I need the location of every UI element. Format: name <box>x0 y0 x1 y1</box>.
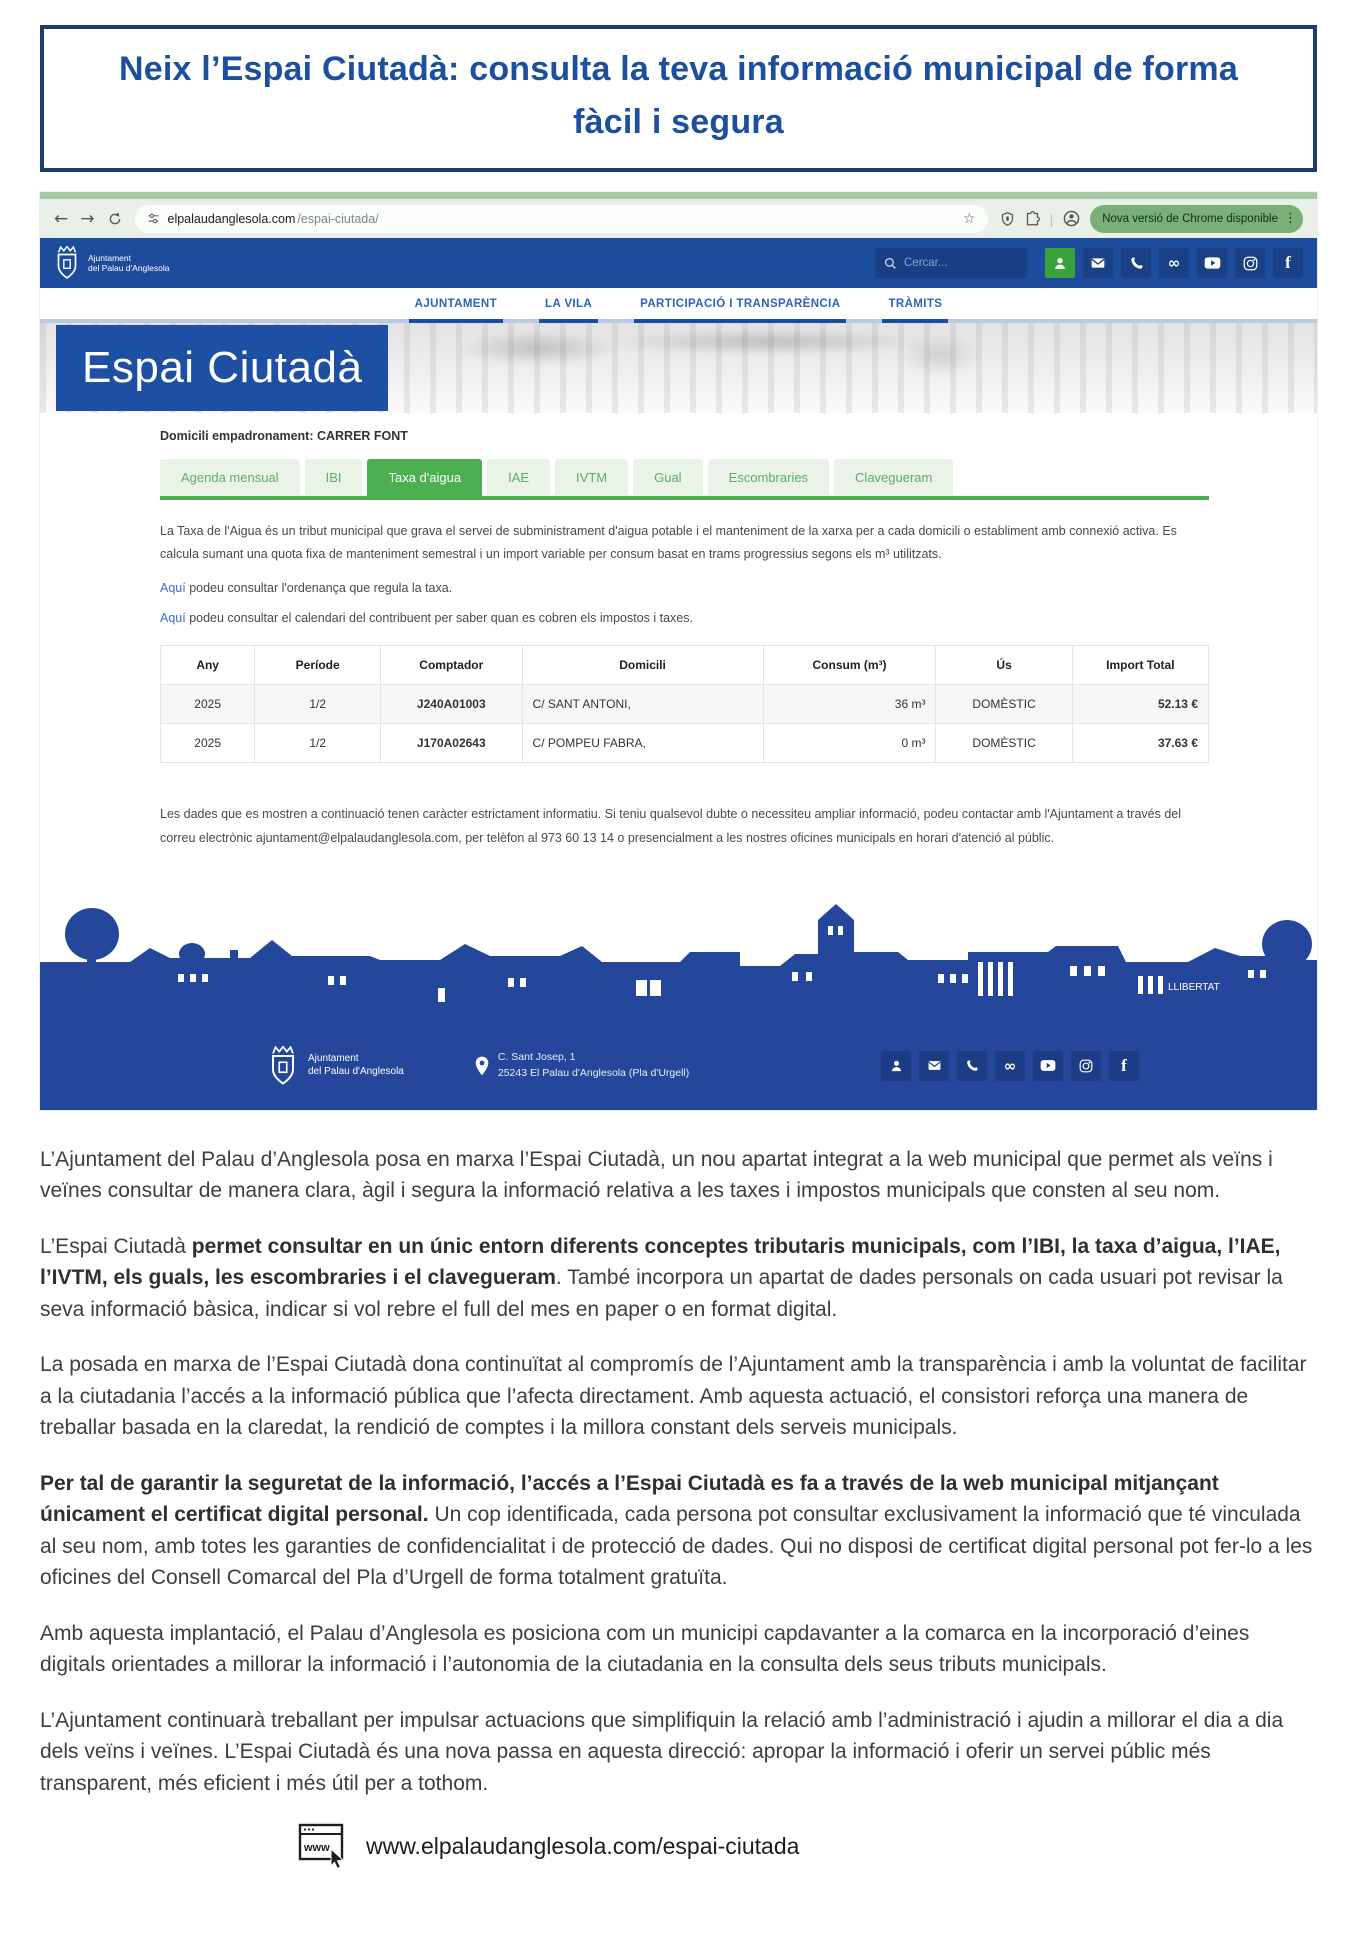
nav-item-ajuntament[interactable]: AJUNTAMENT <box>409 298 503 323</box>
extensions-icon[interactable] <box>1025 211 1040 226</box>
water-tax-table <box>160 645 1209 763</box>
site-header <box>40 238 1317 288</box>
main-nav <box>40 288 1317 323</box>
tax-intro-text: La Taxa de l'Aigua és un tribut municipal que grava el servei de subministrament d'aigua potable i el manteniment de la xarxa per a cada domicili o establiment amb connexió activa. Es calcula sumant una quota fixa de manteniment semestral i un import variable per consum basat en trams progressius segons els m³ utilitzats. <box>160 524 1177 561</box>
article-paragraph: Amb aquesta implantació, el Palau d’Anglesola es posiciona com un municipi capdavanter a la comarca en la incorporació d’eines digitals orientades a millorar la informació i l’autonomia de la ciutadania en la consulta dels seus tributs municipals. <box>40 1621 1250 1677</box>
tab-ivtm[interactable]: IVTM <box>555 459 628 496</box>
menu-dots-icon[interactable]: ⋮ <box>1284 211 1297 227</box>
phone-icon[interactable] <box>957 1051 987 1081</box>
page-title: Espai Ciutadà <box>56 325 388 411</box>
town-crest-icon <box>54 246 80 280</box>
facebook-icon[interactable]: f <box>1109 1051 1139 1081</box>
disclaimer-text: Les dades que es mostren a continuació tenen caràcter estrictament informatiu. Si teniu qualsevol dubte o necessiteu ampliar informació, podeu contactar amb l'Ajuntament a través del correu electrònic ajuntament@elpalaudanglesola.com, per telèfon al 973 60 13 14 o presencialment a les nostres oficines municipals en horari d'atenció al públic. <box>160 807 1182 845</box>
phone-icon[interactable] <box>1121 248 1151 278</box>
tax-tabs <box>160 459 1209 500</box>
tab-ibi[interactable]: IBI <box>305 459 363 496</box>
youtube-icon[interactable] <box>1197 248 1227 278</box>
youtube-icon[interactable] <box>1033 1051 1063 1081</box>
town-skyline-illustration <box>40 904 1317 1022</box>
link-infinity-icon[interactable]: ∞ <box>995 1051 1025 1081</box>
tab-taxa-aigua[interactable]: Taxa d'aigua <box>367 459 482 496</box>
tab-iae[interactable]: IAE <box>487 459 550 496</box>
forward-icon[interactable]: → <box>80 208 95 229</box>
article-paragraph: Per tal de garantir la seguretat de la informació, l’accés a l’Espai Ciutadà es fa a través de la web municipal mitjançant únicament el certificat digital personal. Un cop identificada, cada persona pot consultar exclusivament la informació que té vinculada al seu nom, amb totes les garanties de confidencialitat i de protecció de dades. Qui no disposi de certificat digital personal pot fer-lo a les oficines del Consell Comarcal del Pla d’Urgell de forma totalment gratuïta. <box>40 1471 1313 1590</box>
instagram-icon[interactable] <box>1235 248 1265 278</box>
url-path: /espai-ciutada/ <box>297 211 379 226</box>
citizen-user-icon[interactable] <box>1045 248 1075 278</box>
calendari-link[interactable]: Aquí <box>160 611 186 626</box>
back-icon[interactable]: ← <box>54 208 69 229</box>
location-pin-icon <box>474 1056 490 1076</box>
headline-text: Neix l’Espai Ciutadà: consulta la teva informació municipal de forma fàcil i segura <box>119 50 1238 141</box>
facebook-icon[interactable]: f <box>1273 248 1303 278</box>
www-browser-icon <box>298 1823 350 1869</box>
article-paragraph: L’Ajuntament del Palau d’Anglesola posa en marxa l’Espai Ciutadà, un nou apartat integrat a la web municipal que permet als veïns i veïnes consultar de manera clara, àgil i segura la informació relativa a les taxes i impostos municipals que consten al seu nom. <box>40 1147 1273 1203</box>
toolbar-divider: | <box>1049 210 1054 227</box>
chrome-update-button[interactable]: Nova versió de Chrome disponible ⋮ <box>1090 205 1303 233</box>
website-link-row <box>298 1823 1357 1869</box>
col-import-total: Import Total <box>1072 646 1208 685</box>
url-host: elpalaudanglesola.com <box>167 211 296 226</box>
site-logo[interactable]: Ajuntament del Palau d'Anglesola <box>88 252 170 274</box>
tab-clavegueram[interactable]: Clavegueram <box>834 459 953 496</box>
col-domicili: Domicili <box>522 646 763 685</box>
search-icon <box>884 257 897 270</box>
nav-item-participacio[interactable]: PARTICIPACIÓ I TRANSPARÈNCIA <box>634 298 846 323</box>
search-input[interactable] <box>875 248 1027 278</box>
link-infinity-icon[interactable]: ∞ <box>1159 248 1189 278</box>
ordenanca-link[interactable]: Aquí <box>160 581 186 596</box>
bookmark-star-icon[interactable]: ☆ <box>963 210 976 227</box>
address-bar[interactable] <box>135 205 988 233</box>
mail-icon[interactable] <box>1083 248 1113 278</box>
hero-banner <box>40 323 1317 413</box>
col-us: Ús <box>936 646 1072 685</box>
profile-icon[interactable] <box>1063 210 1080 227</box>
svg-text:www: www <box>304 1842 330 1855</box>
tab-agenda-mensual[interactable]: Agenda mensual <box>160 459 300 496</box>
tab-gual[interactable]: Gual <box>633 459 702 496</box>
instagram-icon[interactable] <box>1071 1051 1101 1081</box>
headline-box <box>40 25 1317 172</box>
article-paragraph: L’Espai Ciutadà permet consultar en un únic entorn diferents conceptes tributaris municipals, com l’IBI, la taxa d’aigua, l’IAE, l’IVTM, els guals, les escombraries i el clavegueram. També incorpora un apartat de dades personals on cada usuari pot revisar la seva informació bàsica, indicar si vol rebre el full del mes en paper o en format digital. <box>40 1234 1283 1321</box>
town-crest-icon <box>268 1046 298 1086</box>
ordenanca-line: Aquí podeu consultar l'ordenança que regula la taxa. <box>160 581 453 596</box>
table-header-row <box>161 646 1209 685</box>
col-comptador: Comptador <box>381 646 522 685</box>
password-shield-icon[interactable] <box>1000 211 1015 227</box>
mail-icon[interactable] <box>919 1051 949 1081</box>
col-any: Any <box>161 646 255 685</box>
website-url[interactable]: www.elpalaudanglesola.com/espai-ciutada <box>366 1832 800 1859</box>
nav-item-la-vila[interactable]: LA VILA <box>539 298 598 323</box>
calendari-line: Aquí podeu consultar el calendari del contribuent per saber quan es cobren els impostos i taxes. <box>160 611 693 626</box>
col-periode: Període <box>255 646 381 685</box>
footer-social-icons <box>881 1051 1139 1081</box>
article-body <box>0 1110 1357 1800</box>
site-settings-icon[interactable] <box>147 212 160 225</box>
search-placeholder: Cercar... <box>904 257 948 270</box>
domicili-label: Domicili empadronament: CARRER FONT <box>160 429 408 444</box>
citizen-user-icon[interactable] <box>881 1051 911 1081</box>
skyline-label: LLIBERTAT <box>1168 981 1220 993</box>
reload-icon[interactable] <box>107 211 123 227</box>
footer-address: C. Sant Josep, 1 25243 El Palau d'Anglesola (Pla d'Urgell) <box>474 1050 689 1080</box>
article-paragraph: La posada en marxa de l’Espai Ciutadà dona continuïtat al compromís de l’Ajuntament amb la transparència i amb la voluntat de facilitar a la ciutadania l’accés a la informació pública que l’afecta directament. Amb aquesta actuació, el consistori reforça una manera de treballar basada en la claredat, la rendició de comptes i la millora constant dels serveis municipals. <box>40 1353 1307 1440</box>
browser-toolbar <box>40 192 1317 238</box>
site-footer <box>40 1022 1317 1110</box>
tab-escombraries[interactable]: Escombraries <box>708 459 829 496</box>
table-row: 2025 1/2 J170A02643 C/ POMPEU FABRA, 0 m³ DOMÈSTIC 37.63 € <box>161 724 1209 763</box>
browser-screenshot <box>40 192 1317 1109</box>
article-paragraph: L’Ajuntament continuarà treballant per impulsar actuacions que simplifiquin la relació amb l’administració i ajudin a millorar el dia a dia dels veïns i veïnes. L’Espai Ciutadà és una nova passa en aquesta direcció: apropar la informació i oferir un servei públic més transparent, més eficient i més útil per a tothom. <box>40 1708 1284 1795</box>
nav-item-tramits[interactable]: TRÀMITS <box>882 298 948 323</box>
page-content <box>40 413 1317 877</box>
col-consum: Consum (m³) <box>763 646 936 685</box>
footer-logo: Ajuntament del Palau d'Anglesola <box>268 1046 404 1086</box>
table-row: 2025 1/2 J240A01003 C/ SANT ANTONI, 36 m³ DOMÈSTIC 52.13 € <box>161 685 1209 724</box>
